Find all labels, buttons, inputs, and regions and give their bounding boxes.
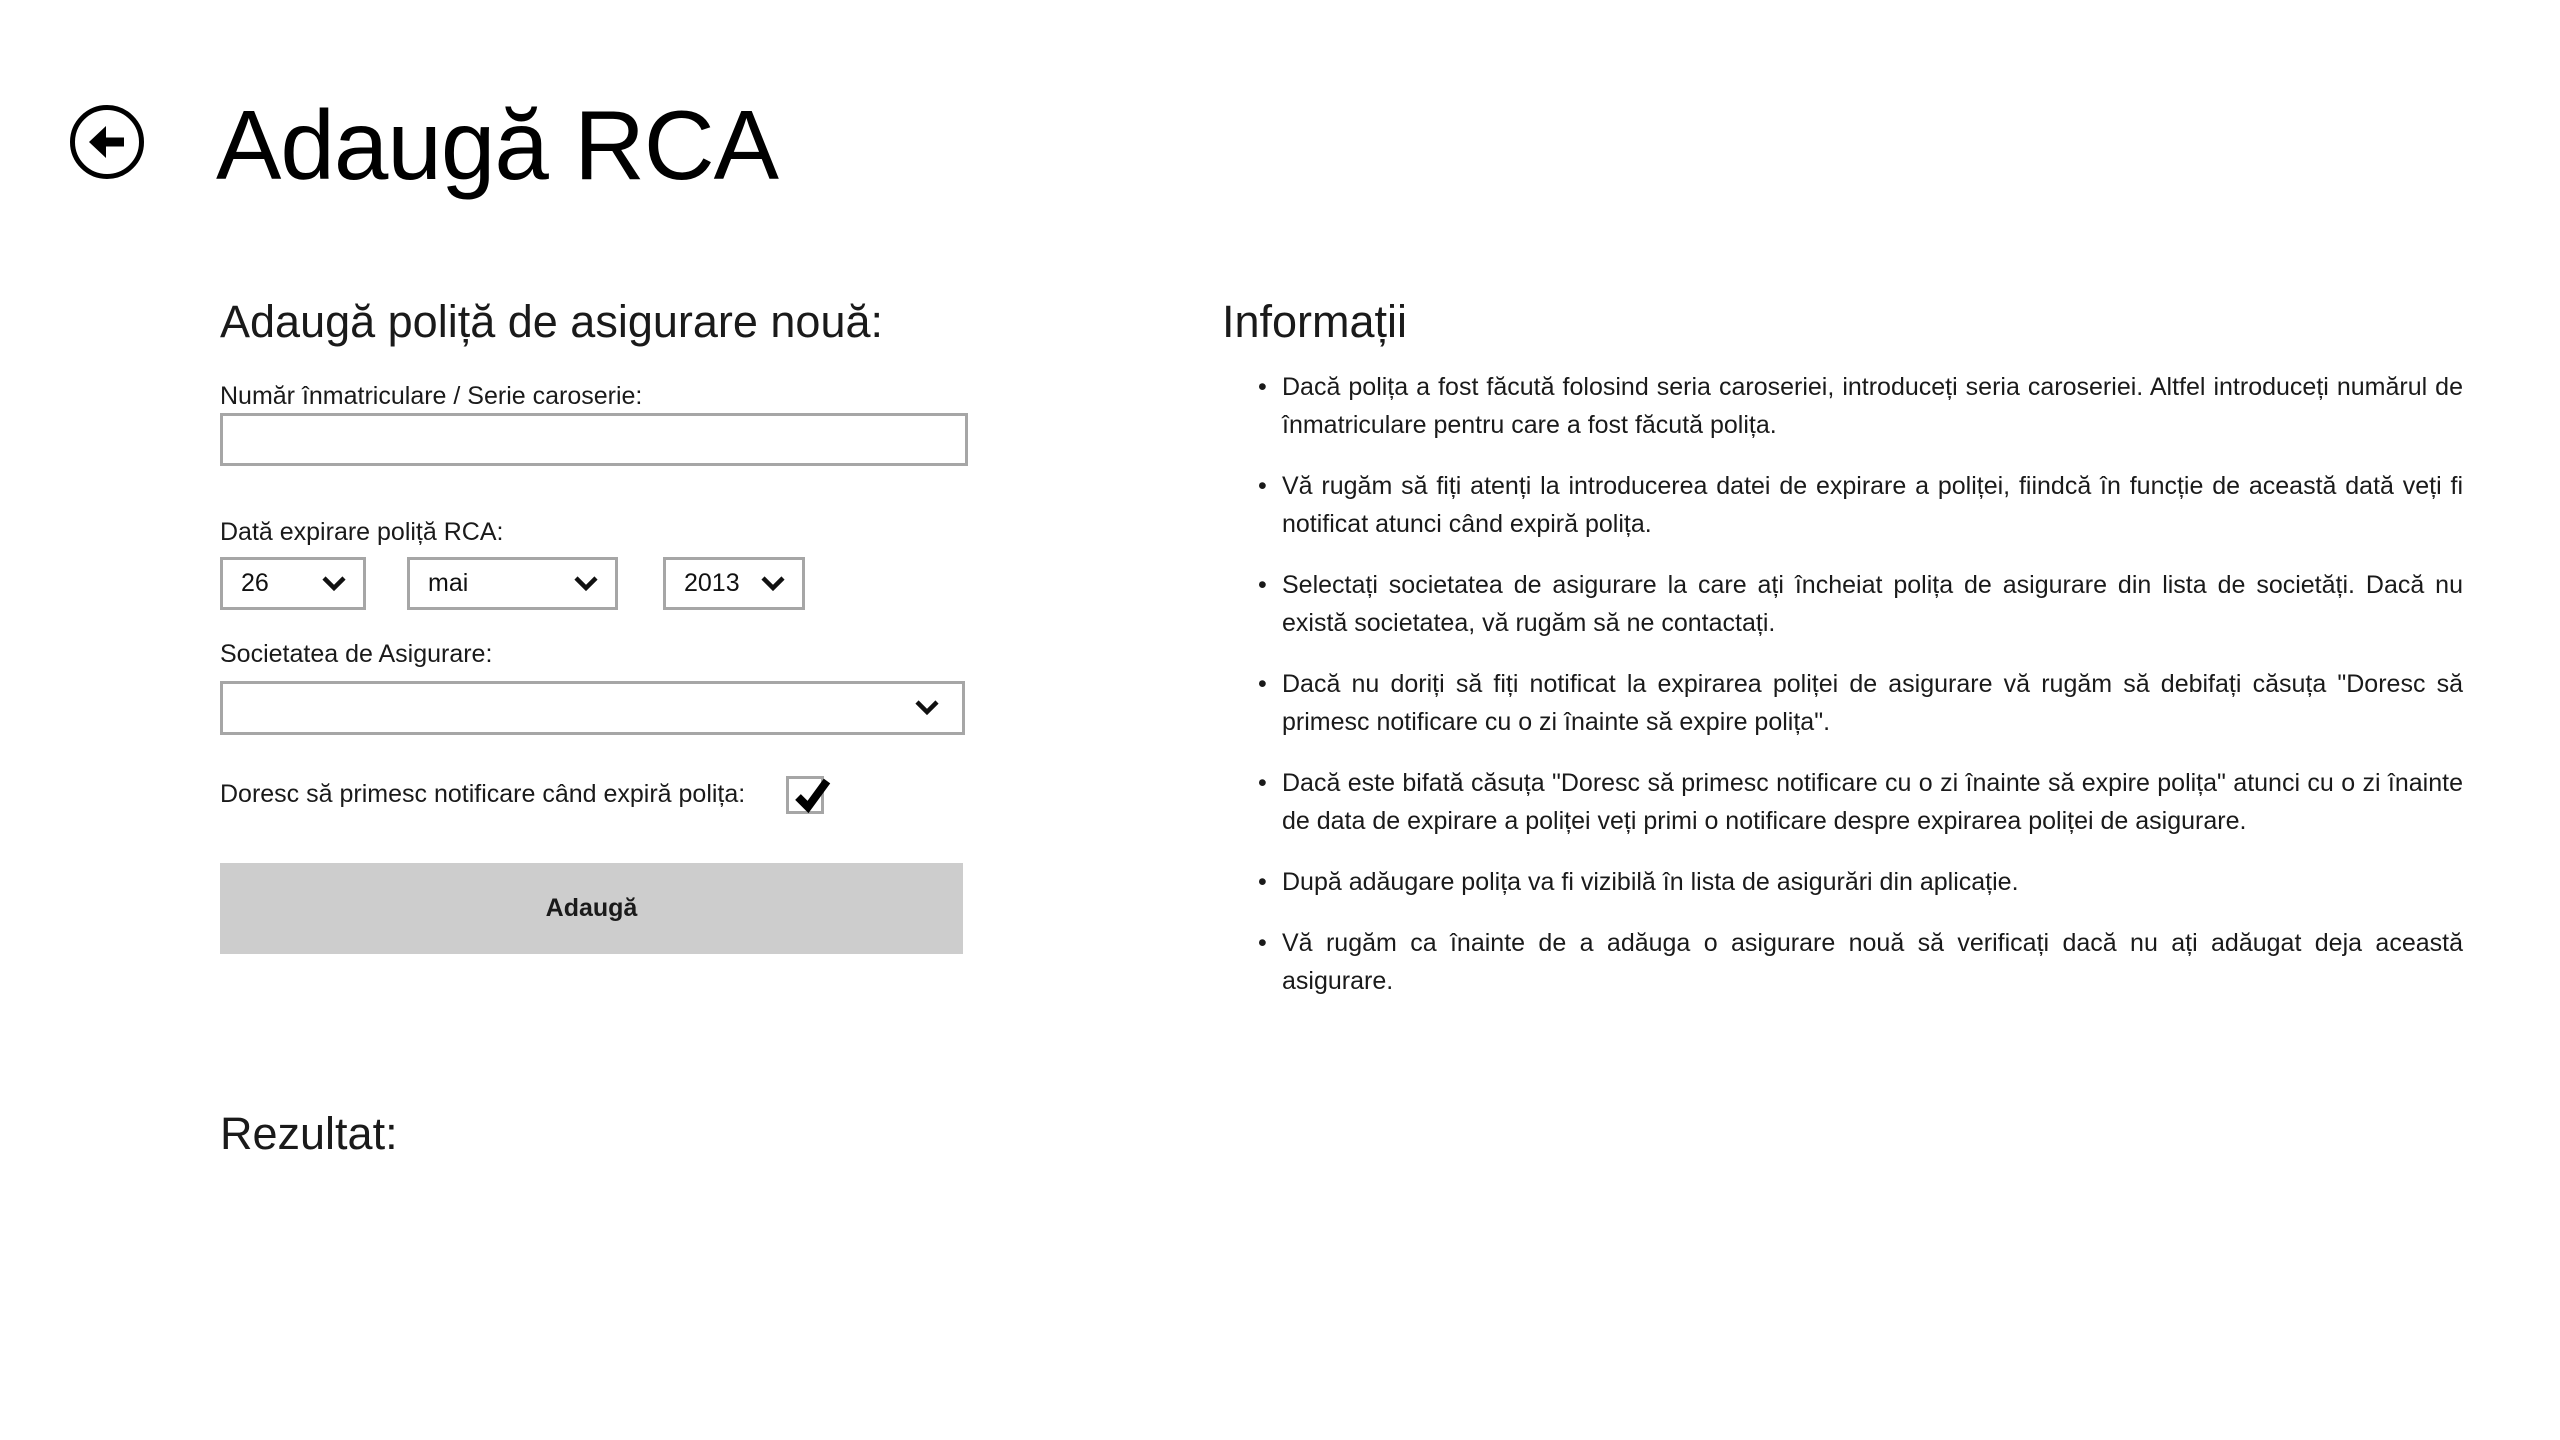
form-heading: Adaugă poliță de asigurare nouă:: [220, 296, 884, 347]
day-select-value: 26: [241, 569, 269, 597]
chevron-down-icon: [321, 576, 347, 592]
info-bullet: • Dacă este bifată căsuța "Doresc să primesc notificare cu o zi înainte să expire polița" atunci cu o zi înainte de data de expirare a poliței veți primi o notificare despre expirarea poliței de asigurare.: [1258, 764, 2463, 840]
chevron-down-icon: [760, 576, 786, 592]
insurer-label: Societatea de Asigurare:: [220, 640, 493, 668]
info-bullet: • După adăugare polița va fi vizibilă în lista de asigurări din aplicație.: [1258, 863, 2463, 901]
year-select[interactable]: [663, 557, 805, 610]
info-bullet: • Vă rugăm să fiți atenți la introducerea datei de expirare a poliței, fiindcă în funcție de această dată veți fi notificat atunci când expiră polița.: [1258, 467, 2463, 543]
year-select-value: 2013: [684, 569, 740, 597]
result-heading: Rezultat:: [220, 1108, 398, 1159]
month-select[interactable]: [407, 557, 618, 610]
plate-input[interactable]: [220, 413, 968, 466]
chevron-down-icon: [573, 576, 599, 592]
info-heading: Informații: [1222, 296, 1408, 347]
page-title: Adaugă RCA: [216, 90, 779, 200]
back-button[interactable]: [70, 105, 144, 179]
expiry-date-label: Dată expirare poliță RCA:: [220, 518, 504, 546]
day-select[interactable]: [220, 557, 366, 610]
back-arrow-icon: [86, 121, 128, 163]
info-list: [1258, 368, 2463, 1023]
insurer-select[interactable]: [220, 681, 965, 735]
info-bullet: • Vă rugăm ca înainte de a adăuga o asigurare nouă să verificați dacă nu ați adăugat deja această asigurare.: [1258, 924, 2463, 1000]
info-bullet: • Selectați societatea de asigurare la care ați încheiat polița de asigurare din lista de societăți. Dacă nu există societatea, vă rugăm să ne contactați.: [1258, 566, 2463, 642]
chevron-down-icon: [914, 700, 940, 716]
plate-label: Număr înmatriculare / Serie caroserie:: [220, 382, 643, 410]
month-select-value: mai: [428, 569, 469, 597]
info-bullet: • Dacă polița a fost făcută folosind seria caroseriei, introduceți seria caroseriei. Altfel introduceți numărul de înmatriculare pentru care a fost făcută polița.: [1258, 368, 2463, 444]
notify-label: Doresc să primesc notificare când expiră polița:: [220, 780, 746, 808]
notify-checkbox[interactable]: [786, 776, 824, 814]
add-button[interactable]: Adaugă: [220, 863, 963, 954]
info-bullet: • Dacă nu doriți să fiți notificat la expirarea poliței de asigurare vă rugăm să debifați căsuța "Doresc să primesc notificare cu o zi înainte să expire polița".: [1258, 665, 2463, 741]
